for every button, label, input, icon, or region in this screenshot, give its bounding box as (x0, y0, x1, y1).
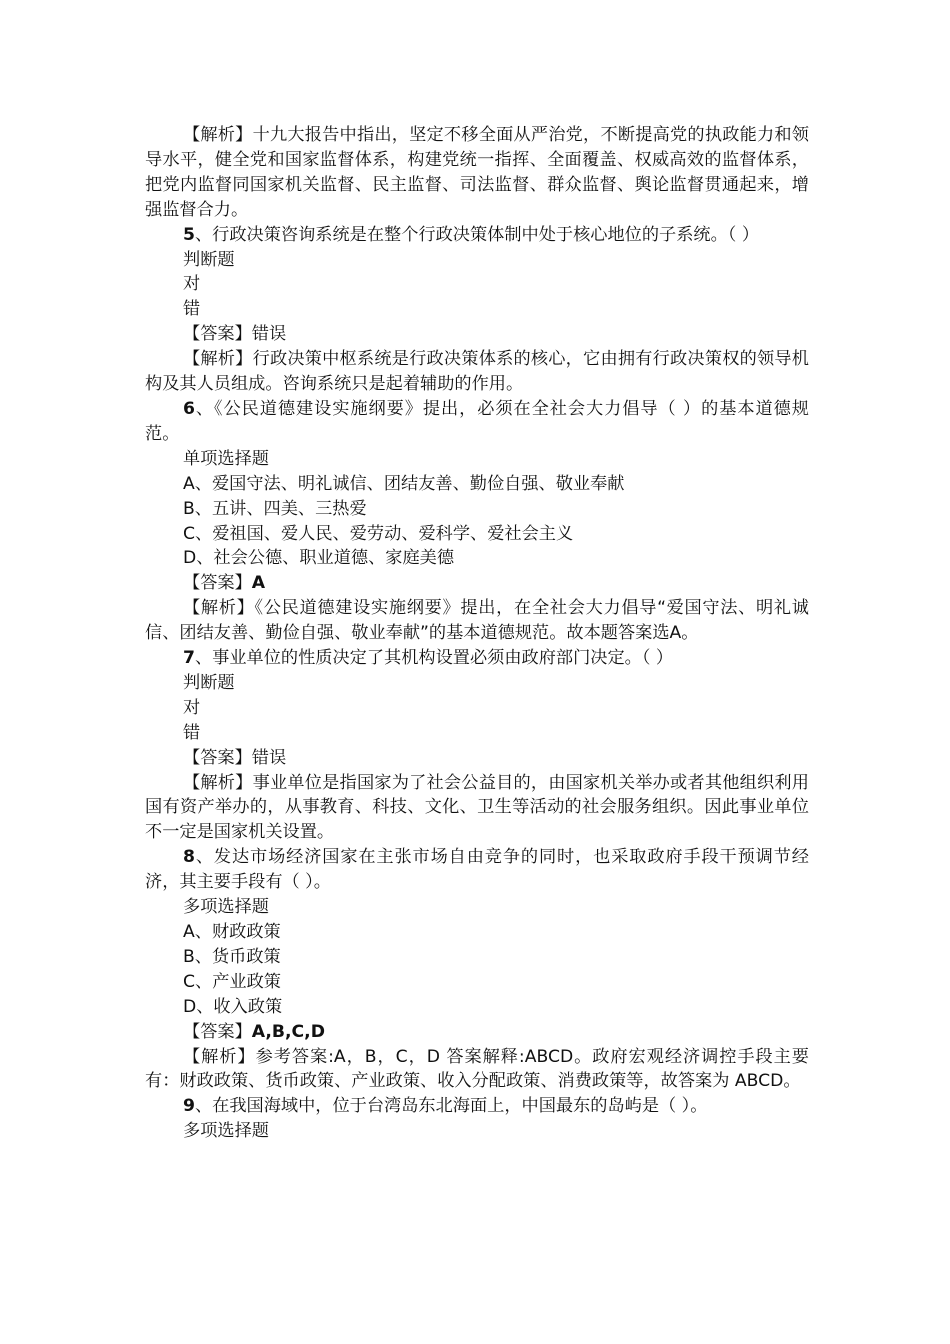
text-line (145, 721, 809, 746)
line-text: D、收入政策 (183, 996, 283, 1017)
line-text: 对 (183, 274, 201, 295)
text-line (145, 671, 809, 696)
answer-value: A,B,C,D (251, 1021, 325, 1042)
line-text: B、五讲、四美、三热爱 (183, 498, 367, 519)
line-text: D、社会公德、职业道德、家庭美德 (183, 548, 455, 569)
line-text: 错 (183, 299, 201, 320)
text-line (145, 995, 809, 1020)
question-7 (145, 646, 809, 671)
analysis-paragraph (145, 771, 809, 846)
text-line (145, 522, 809, 547)
answer-label: 【答案】 (183, 1021, 252, 1042)
text-line (145, 696, 809, 721)
document-page (145, 123, 809, 1144)
answer-value: 错误 (251, 324, 287, 345)
text-line (145, 447, 809, 472)
line-text: A、财政政策 (183, 922, 281, 942)
text-line (145, 920, 809, 945)
line-text: 判断题 (183, 249, 235, 270)
line-text: 错 (183, 722, 201, 743)
line-text: 判断题 (183, 672, 235, 693)
question-6 (145, 397, 809, 447)
text-line (145, 472, 809, 497)
answer-label: 【答案】 (183, 573, 252, 594)
text-line (145, 970, 809, 995)
analysis-paragraph (145, 123, 809, 223)
answer-label: 【答案】 (183, 324, 252, 345)
line-text: A、爱国守法、明礼诚信、团结友善、勤俭自强、敬业奉献 (183, 473, 625, 494)
analysis-paragraph (145, 347, 809, 397)
question-text: 、行政决策咨询系统是在整个行政决策体制中处于核心地位的子系统。（ ） (194, 224, 760, 245)
analysis-text: 行政决策中枢系统是行政决策体系的核心，它由拥有行政决策权的领导机构及其人员组成。咨询系统只是起着辅助的作用。 (145, 349, 809, 395)
answer-line (145, 1020, 809, 1045)
line-text: 多项选择题 (183, 897, 269, 918)
text-line (145, 895, 809, 920)
question-number: 7 (183, 648, 195, 669)
line-text: 多项选择题 (183, 1121, 269, 1142)
line-text: B、货币政策 (183, 946, 281, 967)
answer-line (145, 322, 809, 347)
analysis-paragraph (145, 596, 809, 646)
analysis-label: 【解析】 (183, 772, 253, 793)
text-line (145, 248, 809, 273)
line-text: C、爱祖国、爱人民、爱劳动、爱科学、爱社会主义 (183, 523, 574, 544)
line-text: 单项选择题 (183, 448, 269, 469)
question-number: 8 (183, 847, 195, 868)
question-8 (145, 845, 809, 895)
question-5 (145, 223, 809, 248)
question-9 (145, 1094, 809, 1119)
question-text: 、发达市场经济国家在主张市场自由竞争的同时，也采取政府手段干预调节经济，其主要手段有（ ）。 (145, 847, 809, 893)
analysis-text: 参考答案:A，B，C，D 答案解释:ABCD。政府宏观经济调控手段主要有：财政政策、货币政策、产业政策、收入分配政策、消费政策等，故答案为 ABCD。 (145, 1046, 809, 1092)
analysis-paragraph (145, 1045, 809, 1095)
answer-line (145, 746, 809, 771)
text-line (145, 546, 809, 571)
analysis-label: 【解析】 (183, 598, 255, 619)
question-text: 、《公民道德建设实施纲要》提出，必须在全社会大力倡导（ ）的基本道德规范。 (145, 398, 809, 444)
answer-label: 【答案】 (183, 747, 252, 768)
analysis-text: 十九大报告中指出，坚定不移全面从严治党，不断提高党的执政能力和领导水平，健全党和国家监督体系，构建党统一指挥、全面覆盖、权威高效的监督体系，把党内监督同国家机关监督、民主监督、司法监督、群众监督、舆论监督贯通起来，增强监督合力。 (145, 125, 809, 220)
question-text: 、事业单位的性质决定了其机构设置必须由政府部门决定。（ ） (194, 648, 674, 669)
question-number: 9 (183, 1096, 195, 1117)
text-line (145, 1119, 809, 1144)
question-text: 、在我国海域中，位于台湾岛东北海面上，中国最东的岛屿是（ ）。 (194, 1096, 708, 1117)
question-number: 6 (183, 398, 195, 419)
analysis-label: 【解析】 (183, 125, 253, 145)
answer-value: A (251, 573, 266, 594)
analysis-label: 【解析】 (183, 349, 253, 370)
text-line (145, 497, 809, 522)
line-text: 对 (183, 697, 201, 718)
text-line (145, 945, 809, 970)
question-number: 5 (183, 224, 195, 245)
answer-value: 错误 (251, 747, 287, 768)
text-line (145, 272, 809, 297)
analysis-label: 【解析】 (183, 1046, 256, 1067)
analysis-text: 事业单位是指国家为了社会公益目的，由国家机关举办或者其他组织利用国有资产举办的，从事教育、科技、文化、卫生等活动的社会服务组织。因此事业单位不一定是国家机关设置。 (145, 772, 809, 843)
answer-line (145, 571, 809, 596)
analysis-text: 《公民道德建设实施纲要》提出，在全社会大力倡导“爱国守法、明礼诚信、团结友善、勤俭自强、敬业奉献”的基本道德规范。故本题答案选A。 (145, 598, 809, 644)
text-line (145, 297, 809, 322)
line-text: C、产业政策 (183, 971, 281, 992)
